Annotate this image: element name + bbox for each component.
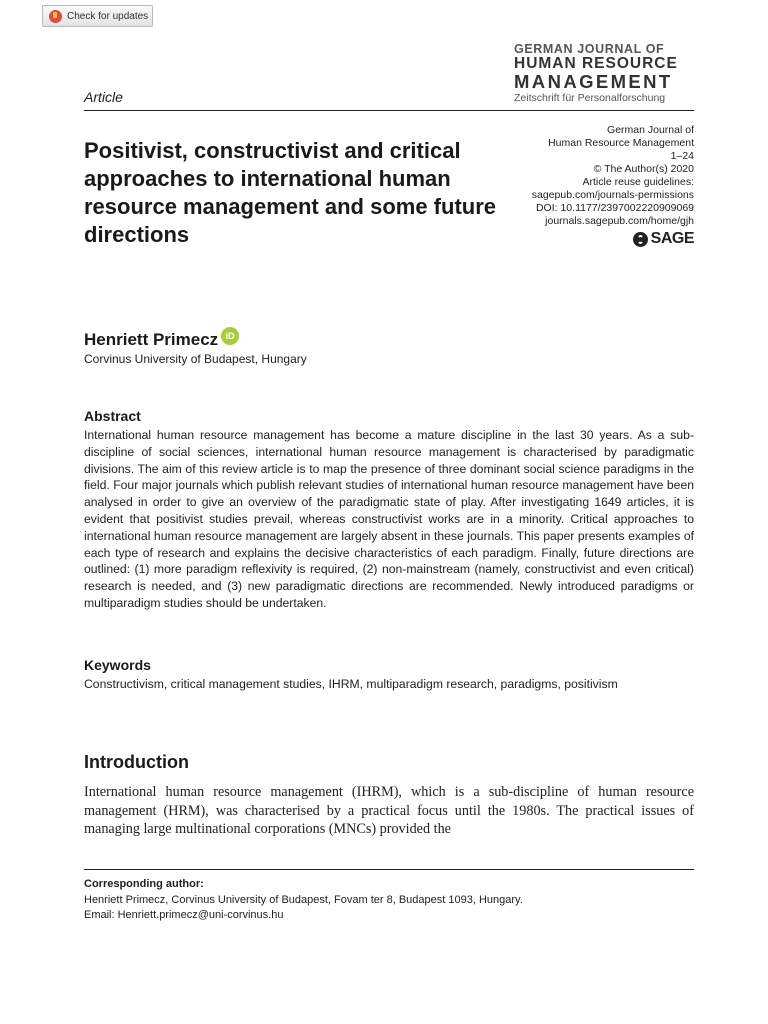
corresponding-email[interactable]: Email: Henriett.primecz@uni-corvinus.hu xyxy=(84,909,284,921)
journal-name-line-1: German Journal of xyxy=(607,124,694,136)
doi[interactable]: DOI: 10.1177/2397002220909069 xyxy=(535,202,694,214)
footnote-rule xyxy=(84,869,694,870)
sage-wordmark: SAGE xyxy=(650,230,694,247)
journal-logo xyxy=(514,42,694,104)
check-for-updates-label: Check for updates xyxy=(67,10,149,22)
keywords-text: Constructivism, critical management studies, IHRM, multiparadigm research, paradigms, positivism xyxy=(84,677,618,691)
logo-line-4: Zeitschrift für Personalforschung xyxy=(514,92,666,104)
corresponding-author-label: Corresponding author: xyxy=(84,878,204,890)
crossmark-icon xyxy=(49,10,62,23)
logo-line-1: GERMAN JOURNAL OF xyxy=(514,42,665,56)
article-type: Article xyxy=(84,89,123,105)
reuse-link[interactable]: sagepub.com/journals-permissions xyxy=(531,189,694,201)
reuse-label: Article reuse guidelines: xyxy=(582,176,694,188)
paper-title: Positivist, constructivist and critical approaches to international human resource management and some future directions xyxy=(84,138,497,247)
author-name: Henriett Primecz xyxy=(84,330,219,349)
abstract-text: International human resource management has become a mature discipline in the last 30 years. As a sub-discipline of social sciences, international human resource management is characterised by paradigmatic divisions. The aim of this review article is to map the presence of three dominant social science paradigms in the field. Four major journals which publish relevant studies of international human resource management have been analysed in order to give an overview of the paradigmatic state of play. After investigating 1649 articles, it is evident that positivist studies prevail, whereas constructivist works are in a minority. Critical approaches to international human resource management are largely absent in these journals. This paper presents examples of each type of research and explains the decisive characteristics of each paradigm. Finally, future directions are outlined: (1) more paradigm reflexivity is required, (2) non-mainstream (namely, constructivist and even critical) research is needed, and (3) new paradigmatic directions are recommended. Newly introduced paradigms or multiparadigm studies should be undertaken. xyxy=(84,428,694,610)
sage-logo xyxy=(633,230,694,248)
header-rule xyxy=(84,110,694,111)
introduction-text: International human resource management (IHRM), which is a sub-discipline of human resource management (HRM), was characterised by a practical focus until the 1980s. The practical issues of managing large multinational corporations (MNCs) provided the xyxy=(84,784,694,837)
author-affiliation: Corvinus University of Budapest, Hungary xyxy=(84,352,307,366)
abstract-heading: Abstract xyxy=(84,408,141,424)
orcid-icon[interactable]: iD xyxy=(221,327,239,345)
sage-icon xyxy=(633,232,648,247)
corresponding-address: Henriett Primecz, Corvinus University of Budapest, Fovam ter 8, Budapest 1093, Hungary. xyxy=(84,894,523,906)
journal-name-line-2: Human Resource Management xyxy=(548,137,694,149)
journal-home-link[interactable]: journals.sagepub.com/home/gjh xyxy=(545,215,694,227)
author xyxy=(84,330,239,350)
copyright: © The Author(s) 2020 xyxy=(593,163,694,175)
page-range: 1–24 xyxy=(670,150,694,162)
logo-line-3: MANAGEMENT xyxy=(514,71,673,92)
logo-line-2: HUMAN RESOURCE xyxy=(514,55,678,72)
introduction-heading: Introduction xyxy=(84,752,189,772)
article-metadata xyxy=(474,124,694,228)
keywords-heading: Keywords xyxy=(84,657,151,673)
check-for-updates-button[interactable] xyxy=(42,5,153,27)
